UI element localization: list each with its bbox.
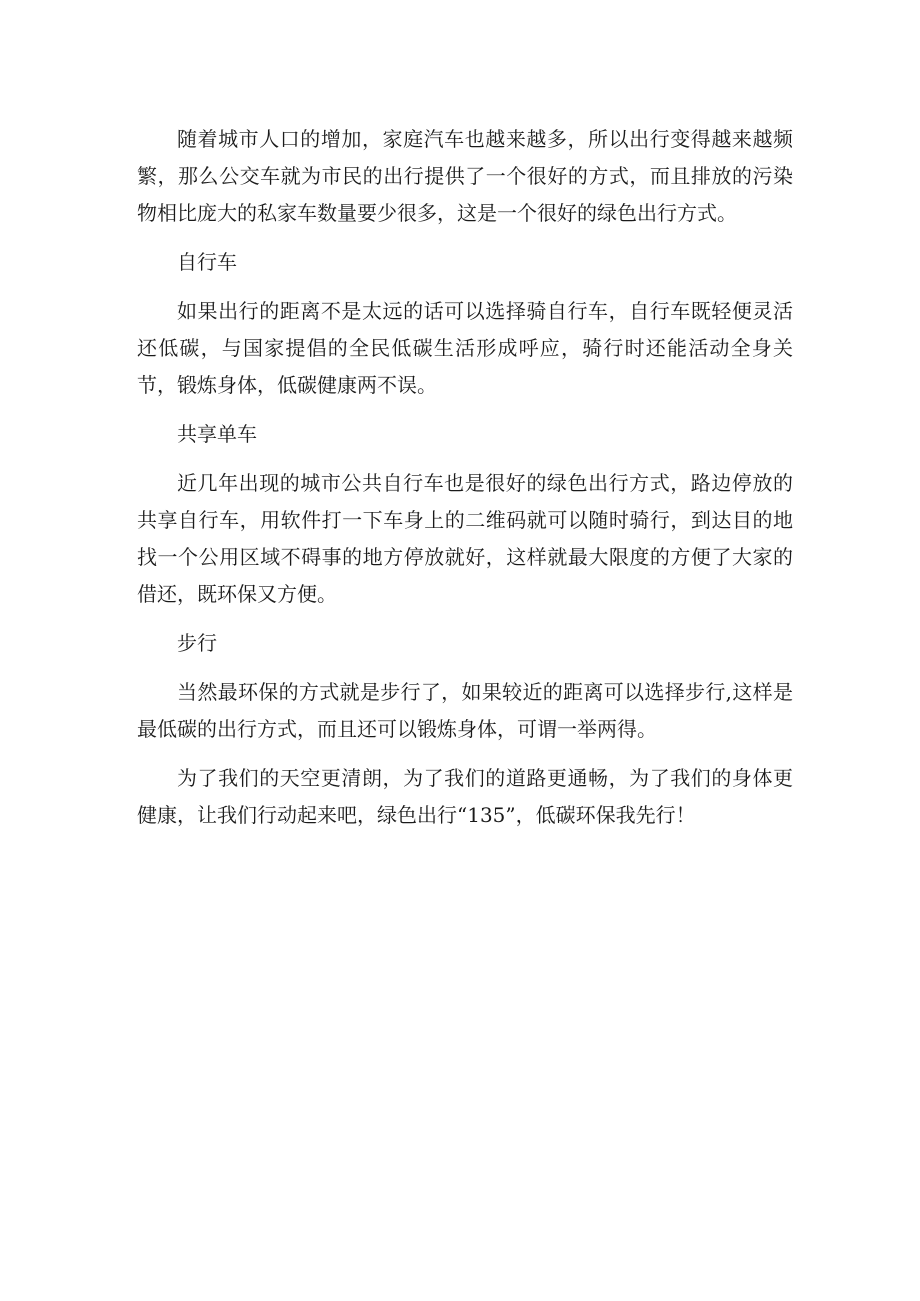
document-body [137,121,793,846]
paragraph-shared-bike: 近几年出现的城市公共自行车也是很好的绿色出行方式，路边停放的共享自行车，用软件打一下车身上的二维码就可以随时骑行，到达目的地找一个公用区域不碍事的地方停放就好，这样就最大限度的方便了大家的借还，既环保又方便。 [137,471,793,606]
paragraph-walking: 当然最环保的方式就是步行了，如果较近的距离可以选择步行,这样是最低碳的出行方式，而且还可以锻炼身体，可谓一举两得。 [137,680,793,741]
heading-shared-bike: 共享单车 [177,422,257,446]
paragraph-bus: 随着城市人口的增加，家庭汽车也越来越多，所以出行变得越来越频繁，那么公交车就为市民的出行提供了一个很好的方式，而且排放的污染物相比庞大的私家车数量要少很多，这是一个很好的绿色出行方式。 [137,127,793,225]
heading-walking: 步行 [177,631,217,655]
paragraph-bicycle: 如果出行的距离不是太远的话可以选择骑自行车，自行车既轻便灵活还低碳，与国家提倡的全民低碳生活形成呼应，骑行时还能活动全身关节，锻炼身体，低碳健康两不误。 [137,299,793,397]
paragraph-conclusion: 为了我们的天空更清朗，为了我们的道路更通畅，为了我们的身体更健康，让我们行动起来吧，绿色出行“135”，低碳环保我先行！ [137,766,793,827]
heading-bicycle: 自行车 [177,250,237,274]
